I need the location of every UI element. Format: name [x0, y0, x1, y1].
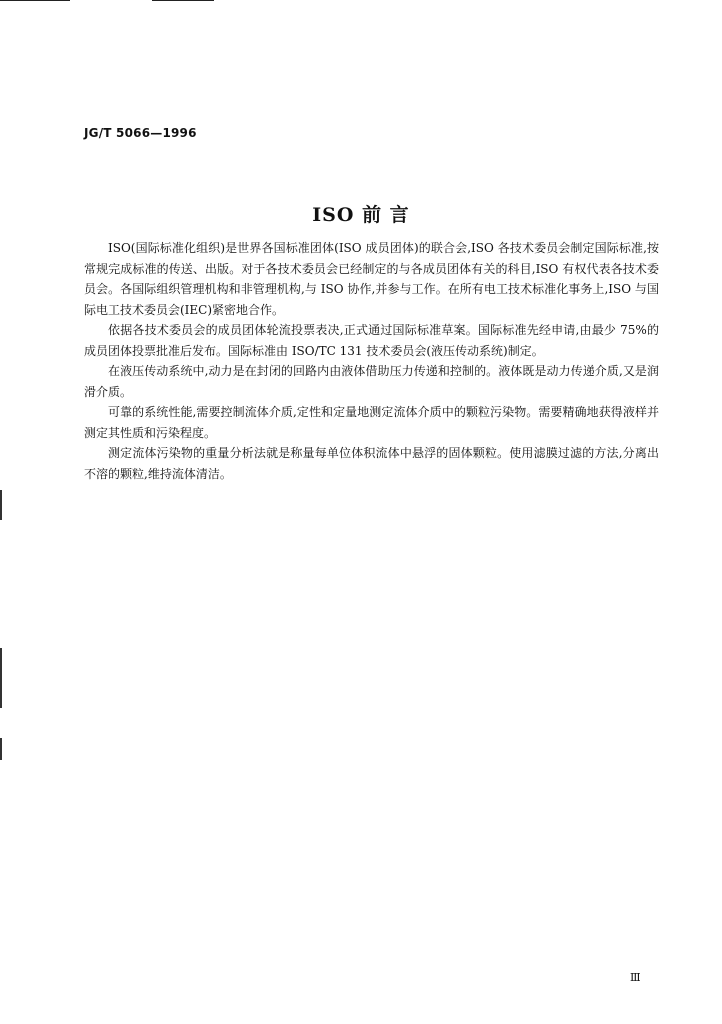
- paragraph: ISO(国际标准化组织)是世界各国标准团体(ISO 成员团体)的联合会,ISO 各技术委员会制定国际标准,按常规完成标准的传送、出版。对于各技术委员会已经制定的与各成员团体有关的科目,ISO 有权代表各技术委员会。各国际组织管理机构和非管理机构,与 ISO 协作,并参与工作。在所有电工技术标准化事务上,ISO 与国际电工技术委员会(IEC)紧密地合作。: [84, 241, 659, 317]
- paragraph: 在液压传动系统中,动力是在封闭的回路内由液体借助压力传递和控制的。液体既是动力传递介质,又是润滑介质。: [84, 364, 659, 399]
- scan-margin-mark: [0, 738, 2, 760]
- scan-edge-line: [0, 0, 70, 1]
- foreword-body: [84, 238, 659, 484]
- scan-margin-mark: [0, 490, 2, 520]
- paragraph: 测定流体污染物的重量分析法就是称量每单位体积流体中悬浮的固体颗粒。使用滤膜过滤的方法,分离出不溶的颗粒,维持流体清洁。: [84, 446, 659, 481]
- paragraph: 可靠的系统性能,需要控制流体介质,定性和定量地测定流体介质中的颗粒污染物。需要精确地获得液样并测定其性质和污染程度。: [84, 405, 659, 440]
- page-title: ISO 前 言: [312, 204, 410, 226]
- paragraph: 依据各技术委员会的成员团体轮流投票表决,正式通过国际标准草案。国际标准先经申请,由最少 75%的成员团体投票批准后发布。国际标准由 ISO/TC 131 技术委员会(液压传动系统)制定。: [84, 323, 659, 358]
- scan-margin-mark: [0, 648, 2, 708]
- page-number: Ⅲ: [630, 971, 642, 984]
- scan-edge-line: [152, 0, 214, 1]
- standard-code: JG/T 5066—1996: [84, 126, 197, 140]
